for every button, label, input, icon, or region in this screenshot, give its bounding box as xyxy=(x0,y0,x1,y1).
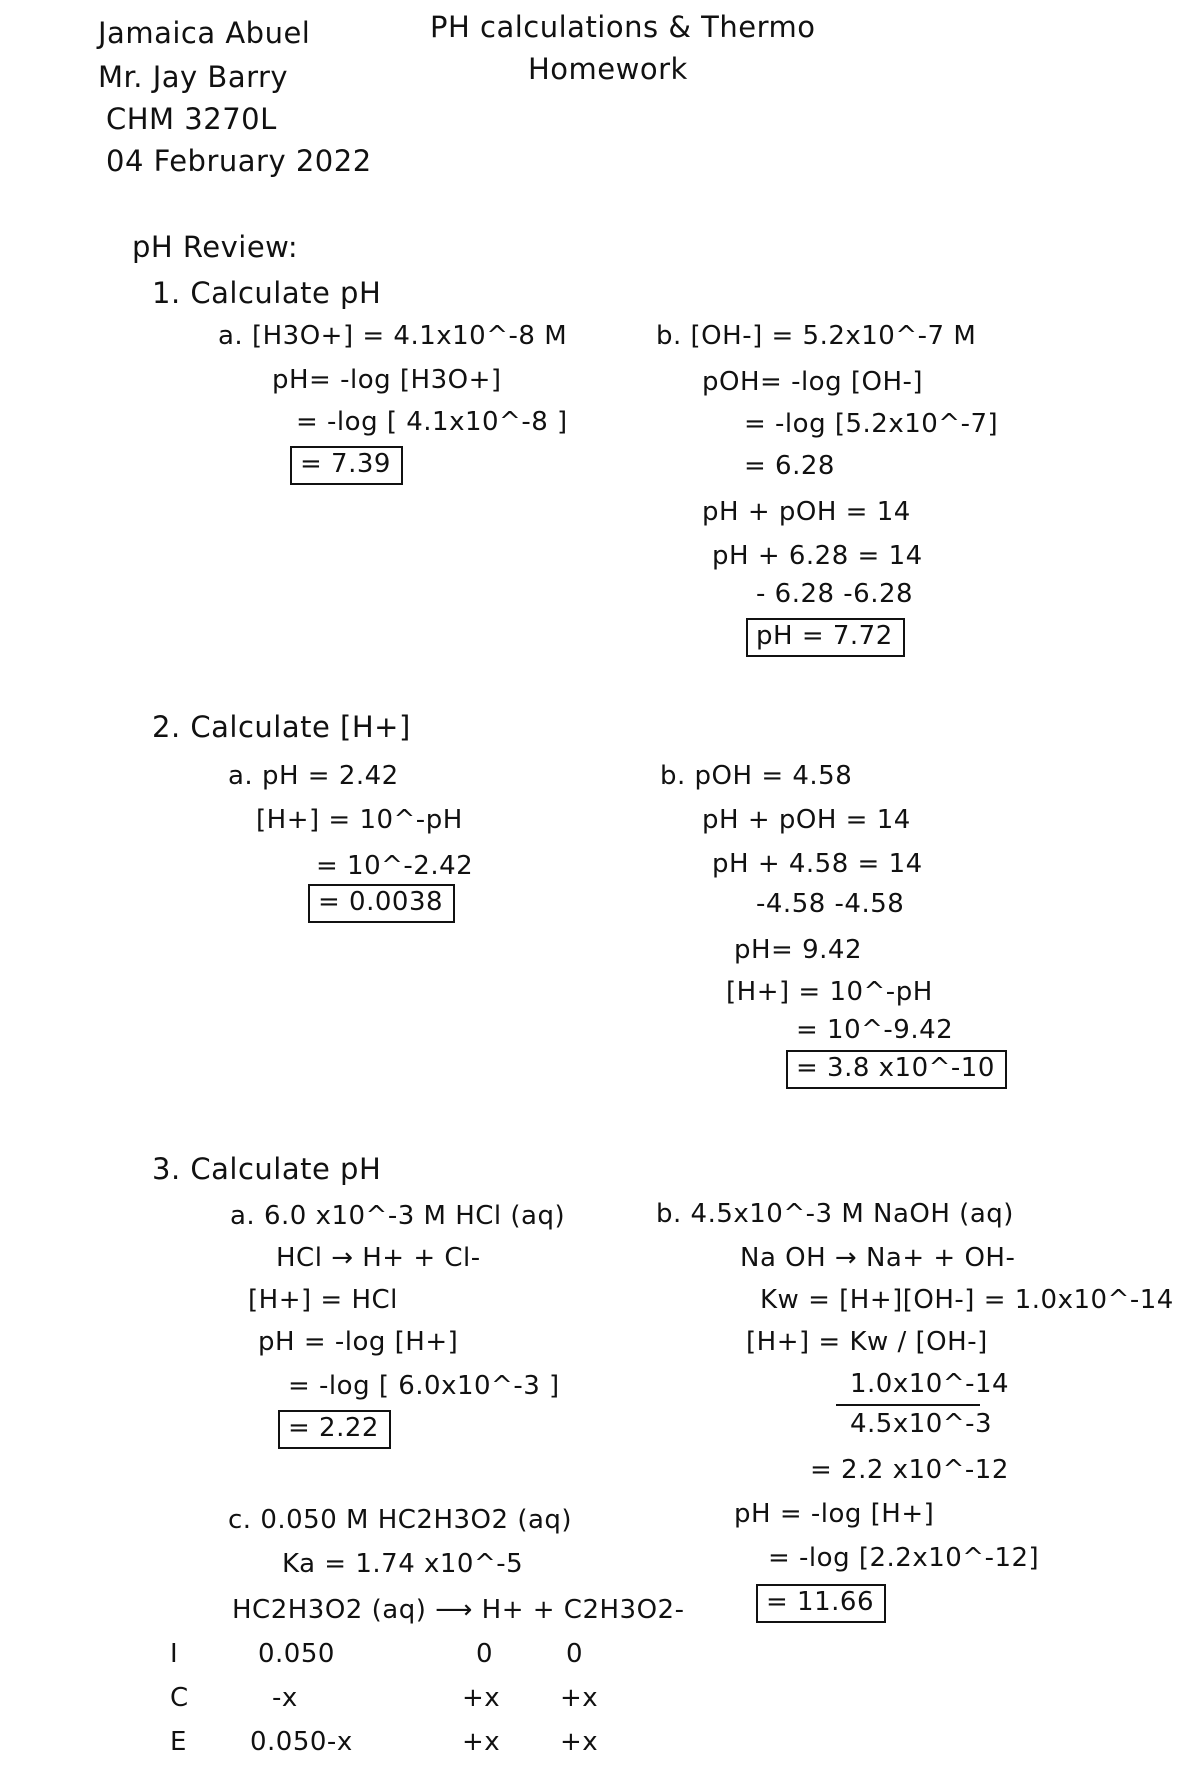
q1a-given: a. [H3O+] = 4.1x10^-8 M xyxy=(218,321,568,351)
q3b-line: [H+] = Kw / [OH-] xyxy=(746,1327,988,1357)
q3b-line: pH = -log [H+] xyxy=(734,1499,935,1529)
q3b-answer-box: = 11.66 xyxy=(756,1584,886,1623)
ice-cell: 0.050 xyxy=(258,1639,335,1669)
q3a-line: [H+] = HCl xyxy=(248,1285,398,1315)
q2b-given: b. pOH = 4.58 xyxy=(660,761,853,791)
q2b-line: = 10^-9.42 xyxy=(796,1015,954,1045)
q3b-given: b. 4.5x10^-3 M NaOH (aq) xyxy=(656,1199,1014,1229)
instructor-name: Mr. Jay Barry xyxy=(98,60,289,94)
q3b-line: Na OH → Na+ + OH- xyxy=(740,1243,1016,1273)
q3a-given: a. 6.0 x10^-3 M HCl (aq) xyxy=(230,1201,566,1231)
q1b-line: pH + 6.28 = 14 xyxy=(712,541,923,571)
q3a-answer-box: = 2.22 xyxy=(278,1410,391,1449)
q3c-reaction: HC2H3O2 (aq) ⟶ H+ + C2H3O2- xyxy=(232,1595,685,1625)
q2b-answer-box: = 3.8 x10^-10 xyxy=(786,1050,1007,1089)
ice-cell: 0 xyxy=(476,1639,494,1669)
q1a-line: pH= -log [H3O+] xyxy=(272,365,502,395)
q2a-given: a. pH = 2.42 xyxy=(228,761,399,791)
q1b-line: - 6.28 -6.28 xyxy=(756,579,914,609)
q2b-line: -4.58 -4.58 xyxy=(756,889,905,919)
q3b-fraction-numerator: 1.0x10^-14 xyxy=(850,1369,1010,1399)
q2b-line: [H+] = 10^-pH xyxy=(726,977,933,1007)
ice-cell: 0 xyxy=(566,1639,584,1669)
q2b-line: pH + pOH = 14 xyxy=(702,805,911,835)
q2-heading: 2. Calculate [H+] xyxy=(152,710,411,744)
ice-row-label: C xyxy=(170,1683,189,1713)
q2b-line: pH= 9.42 xyxy=(734,935,862,965)
q3a-line: HCl → H+ + Cl- xyxy=(276,1243,481,1273)
ice-row-label: I xyxy=(170,1639,179,1669)
ice-cell: +x xyxy=(462,1683,501,1713)
q3b-fraction-denominator: 4.5x10^-3 xyxy=(850,1409,993,1439)
q3a-line: = -log [ 6.0x10^-3 ] xyxy=(288,1371,560,1401)
ice-cell: -x xyxy=(272,1683,298,1713)
q2a-answer-box: = 0.0038 xyxy=(308,884,455,923)
page-subtitle: Homework xyxy=(528,52,688,86)
ice-cell: 0.050-x xyxy=(250,1727,353,1757)
ice-cell: +x xyxy=(560,1683,599,1713)
q3c-given: c. 0.050 M HC2H3O2 (aq) xyxy=(228,1505,573,1535)
q3b-line: = 2.2 x10^-12 xyxy=(810,1455,1009,1485)
q2a-line: [H+] = 10^-pH xyxy=(256,805,463,835)
q2a-line: = 10^-2.42 xyxy=(316,851,474,881)
q2b-line: pH + 4.58 = 14 xyxy=(712,849,923,879)
page-title: PH calculations & Thermo xyxy=(430,10,816,44)
q1b-line: pH + pOH = 14 xyxy=(702,497,911,527)
q1b-line: = 6.28 xyxy=(744,451,835,481)
q1a-line: = -log [ 4.1x10^-8 ] xyxy=(296,407,568,437)
q1b-line: pOH= -log [OH-] xyxy=(702,367,924,397)
ice-cell: +x xyxy=(560,1727,599,1757)
q3b-line: = -log [2.2x10^-12] xyxy=(768,1543,1040,1573)
section-heading: pH Review: xyxy=(132,230,299,264)
q3-heading: 3. Calculate pH xyxy=(152,1152,382,1186)
q1b-given: b. [OH-] = 5.2x10^-7 M xyxy=(656,321,977,351)
q3b-fraction-bar xyxy=(836,1404,980,1406)
q1-heading: 1. Calculate pH xyxy=(152,276,382,310)
q1b-line: = -log [5.2x10^-7] xyxy=(744,409,999,439)
course-code: CHM 3270L xyxy=(106,102,277,136)
q3c-ka: Ka = 1.74 x10^-5 xyxy=(282,1549,524,1579)
q3b-line: Kw = [H+][OH-] = 1.0x10^-14 xyxy=(760,1285,1174,1315)
ice-cell: +x xyxy=(462,1727,501,1757)
q1a-answer-box: = 7.39 xyxy=(290,446,403,485)
ice-row-label: E xyxy=(170,1727,187,1757)
q1b-answer-box: pH = 7.72 xyxy=(746,618,905,657)
assignment-date: 04 February 2022 xyxy=(106,144,372,178)
student-name: Jamaica Abuel xyxy=(98,16,311,50)
q3a-line: pH = -log [H+] xyxy=(258,1327,459,1357)
